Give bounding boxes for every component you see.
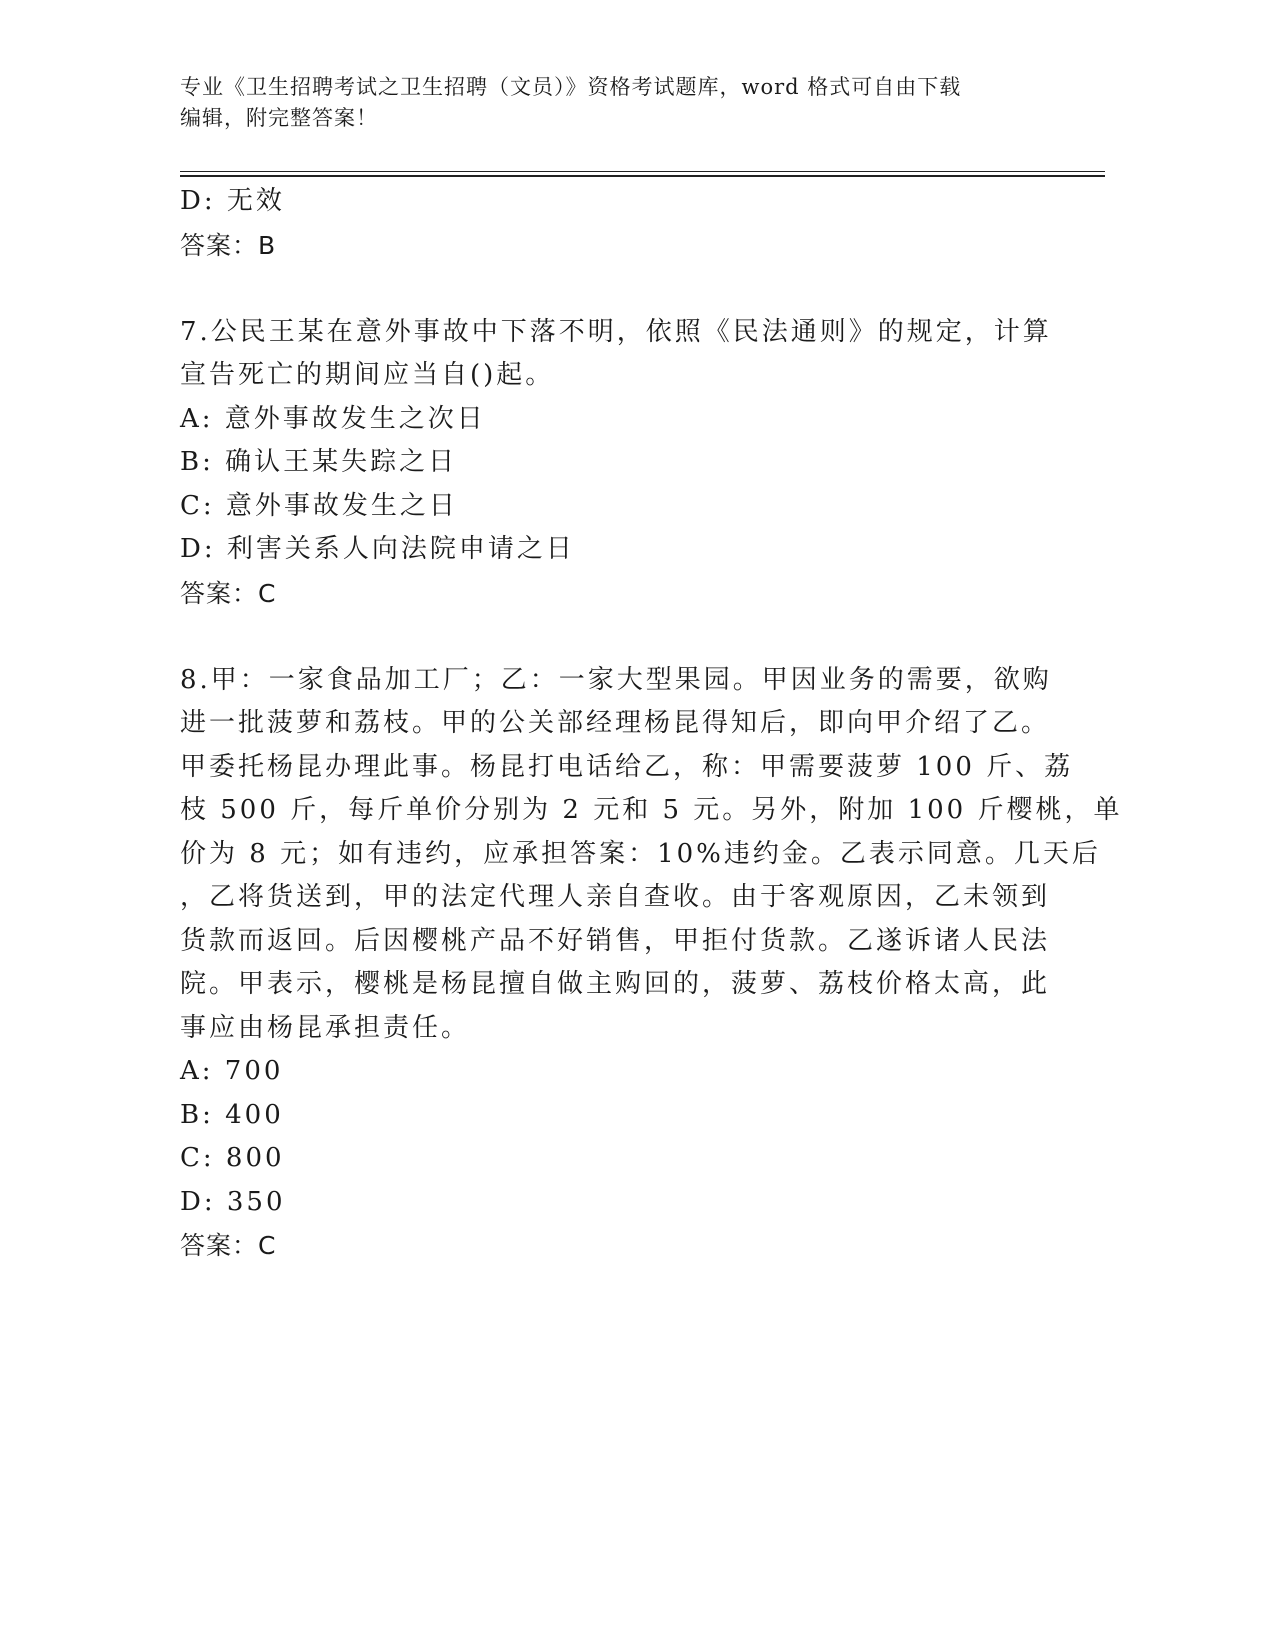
option-d: D: 利害关系人向法院申请之日 bbox=[180, 534, 575, 564]
question-stem-line: 7.公民王某在意外事故中下落不明，依照《民法通则》的规定，计算 bbox=[180, 316, 1052, 347]
option-d: D: 无效 bbox=[180, 186, 285, 216]
previous-question-tail bbox=[180, 180, 1040, 267]
document-header bbox=[180, 72, 1060, 134]
option-a: A: 700 bbox=[180, 1056, 284, 1086]
option-b: B: 400 bbox=[180, 1099, 284, 1130]
question-stem-line: 货款而返回。后因樱桃产品不好销售，甲拒付货款。乙遂诉诸人民法 bbox=[180, 925, 1051, 956]
question-stem-line: 进一批菠萝和荔枝。甲的公关部经理杨昆得知后，即向甲介绍了乙。 bbox=[180, 708, 1051, 738]
spacer bbox=[180, 267, 1040, 311]
header-divider-thick bbox=[180, 175, 1105, 177]
header-divider-thin bbox=[180, 171, 1105, 172]
question-stem-line: 价为 8 元；如有违约，应承担答案：10%违约金。乙表示同意。几天后 bbox=[180, 838, 1101, 869]
question-stem-line: ，乙将货送到，甲的法定代理人亲自查收。由于客观原因，乙未领到 bbox=[180, 882, 1051, 912]
question-stem-line: 宣告死亡的期间应当自()起。 bbox=[180, 360, 555, 390]
question-stem-line: 甲委托杨昆办理此事。杨昆打电话给乙，称：甲需要菠萝 100 斤、荔 bbox=[180, 751, 1074, 782]
header-line-2: 编辑，附完整答案！ bbox=[180, 106, 378, 130]
question-stem-line: 院。甲表示，樱桃是杨昆擅自做主购回的，菠萝、荔枝价格太高，此 bbox=[180, 969, 1051, 999]
answer-line: 答案：C bbox=[180, 1231, 277, 1260]
answer-line: 答案：B bbox=[180, 230, 277, 260]
question-stem-line: 8.甲：一家食品加工厂；乙：一家大型果园。甲因业务的需要，欲购 bbox=[180, 664, 1052, 695]
option-c: C: 800 bbox=[180, 1143, 285, 1173]
option-a: A: 意外事故发生之次日 bbox=[180, 403, 486, 434]
question-8 bbox=[180, 659, 1123, 1268]
question-stem-line: 事应由杨昆承担责任。 bbox=[180, 1012, 471, 1043]
answer-line: 答案：C bbox=[180, 578, 277, 608]
header-line-1: 专业《卫生招聘考试之卫生招聘（文员）》资格考试题库，word 格式可自由下载 bbox=[180, 75, 962, 99]
option-d: D: 350 bbox=[180, 1186, 286, 1217]
option-c: C: 意外事故发生之日 bbox=[180, 490, 458, 521]
question-stem-line: 枝 500 斤，每斤单价分别为 2 元和 5 元。另外，附加 100 斤樱桃，单 bbox=[180, 795, 1123, 825]
option-b: B: 确认王某失踪之日 bbox=[180, 447, 458, 477]
document-body bbox=[180, 180, 1123, 1268]
spacer bbox=[180, 615, 1040, 659]
question-7 bbox=[180, 311, 1052, 616]
